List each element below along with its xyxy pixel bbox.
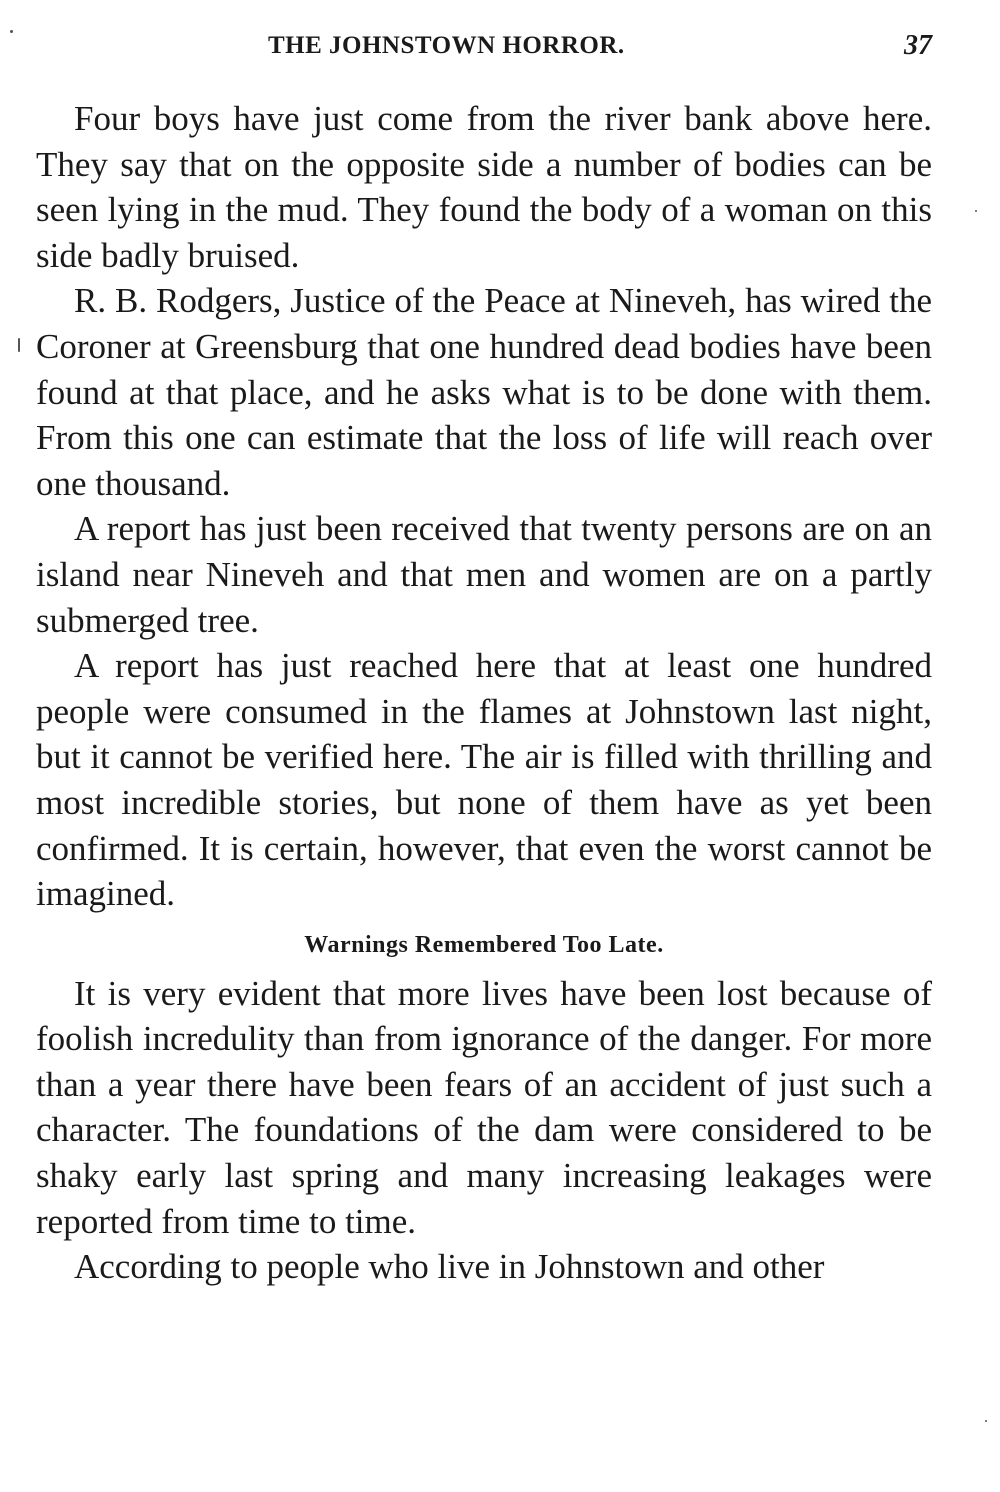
page-number: 37: [904, 30, 932, 61]
paragraph-rodgers: R. B. Rodgers, Justice of the Peace at Nineveh, has wired the Coroner at Greensburg that one hundred dead bodies have been found at that place, and he asks what is to be done with them. From this one can estimate that the loss of life will reach over one thousand.: [36, 281, 932, 503]
section-subheading: Warnings Remembered Too Late.: [304, 931, 664, 958]
paragraph-flames-report: A report has just reached here that at least one hundred people were consumed in the flames at Johnstown last night, but it cannot be verified here. The air is filled with thrilling and most incredible stories, but none of them have as yet been confirmed. It is certain, however, that even the worst cannot be imagined.: [36, 646, 932, 914]
scan-speck: [975, 210, 977, 212]
scan-speck: [10, 30, 13, 33]
body-text: [36, 96, 932, 1290]
running-title: THE JOHNSTOWN HORROR.: [268, 32, 625, 59]
paragraph-island-report: A report has just been received that twenty persons are on an island near Nineveh and that men and women are on a partly submerged tree.: [36, 509, 932, 640]
paragraph-according: According to people who live in Johnstown and other: [74, 1247, 825, 1287]
paragraph-incredulity: It is very evident that more lives have been lost because of foolish incredulity than from ignorance of the danger. For more than a year there have been fears of an accident of just such a character. The foundations of the dam were considered to be shaky early last spring and many increasing leakages were reported from time to time.: [36, 973, 932, 1241]
paragraph-four-boys: Four boys have just come from the river bank above here. They say that on the opposite side a number of bodies can be seen lying in the mud. They found the body of a woman on this side badly bruised.: [36, 99, 932, 275]
running-head: [0, 28, 1000, 68]
scan-speck: [18, 338, 20, 352]
scan-speck: [985, 1420, 987, 1422]
